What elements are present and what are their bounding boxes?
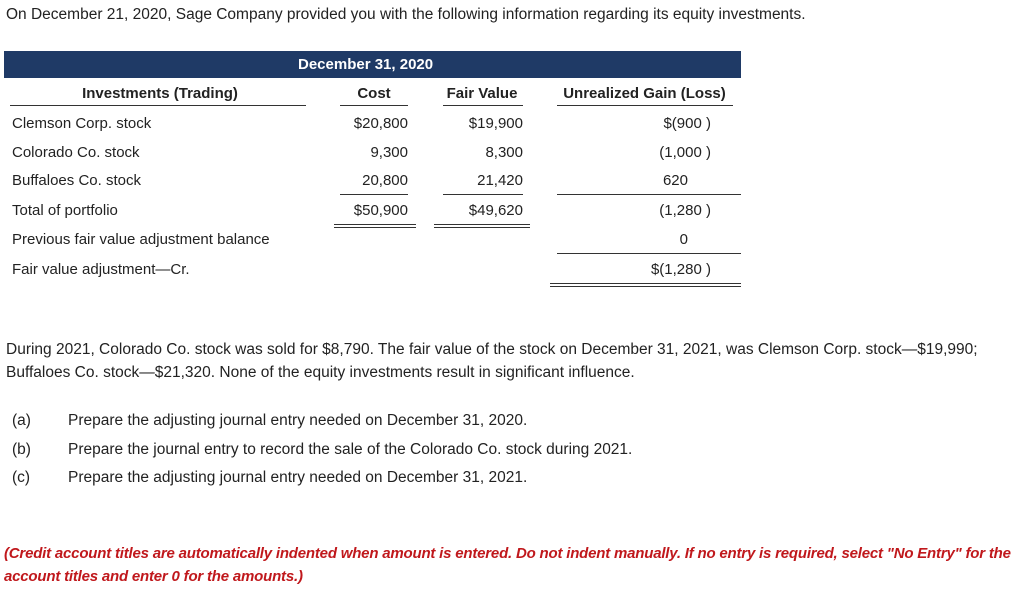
row-label-total: Total of portfolio xyxy=(12,202,118,219)
row-label-previous-adjustment: Previous fair value adjustment balance xyxy=(12,231,270,248)
header-underline-cost xyxy=(340,105,408,106)
column-header-investments: Investments (Trading) xyxy=(82,85,238,102)
row-fair-value-clemson: $19,900 xyxy=(468,115,523,132)
header-underline-gain-loss xyxy=(557,105,733,106)
row-gain-loss-clemson: $(900 ) xyxy=(663,115,711,132)
column-header-fair-value: Fair Value xyxy=(446,85,518,102)
intro-text: On December 21, 2020, Sage Company provided you with the following information regarding its equity investments. xyxy=(6,6,806,23)
requirement-c-letter: (c) xyxy=(12,469,31,486)
row-gain-loss-total: (1,280 ) xyxy=(659,202,711,219)
requirement-a-text: Prepare the adjusting journal entry needed on December 31, 2020. xyxy=(68,412,528,429)
requirement-a-letter: (a) xyxy=(12,412,31,429)
row-label-clemson: Clemson Corp. stock xyxy=(12,115,152,132)
subtotal-rule-fair-value xyxy=(443,194,523,195)
column-header-cost: Cost xyxy=(357,85,391,102)
row-gain-loss-fair-value-adjustment: $(1,280 ) xyxy=(650,261,711,278)
column-header-unrealized-gain-loss: Unrealized Gain (Loss) xyxy=(563,85,726,102)
requirement-b-text: Prepare the journal entry to record the sale of the Colorado Co. stock during 2021. xyxy=(68,441,633,458)
row-gain-loss-buffaloes: 620 xyxy=(662,172,688,189)
period-header-label: December 31, 2020 xyxy=(298,56,434,73)
row-label-buffaloes: Buffaloes Co. stock xyxy=(12,172,141,189)
row-gain-loss-colorado: (1,000 ) xyxy=(659,144,711,161)
problem-paragraph: During 2021, Colorado Co. stock was sold for $8,790. The fair value of the stock on December 31, 2021, was Clemson Corp. stock—$19,990; Buffaloes Co. stock—$21,320. None of the equity investments result in significant influence. xyxy=(6,341,978,381)
row-fair-value-total: $49,620 xyxy=(468,202,523,219)
row-gain-loss-previous-adjustment: 0 xyxy=(679,231,688,248)
adjustment-rule-gain-loss xyxy=(557,253,741,254)
row-fair-value-colorado: 8,300 xyxy=(485,144,523,161)
row-label-fair-value-adjustment: Fair value adjustment—Cr. xyxy=(12,261,190,278)
requirement-c-text: Prepare the adjusting journal entry needed on December 31, 2021. xyxy=(68,469,528,486)
row-cost-buffaloes: 20,800 xyxy=(362,172,408,189)
requirement-b-letter: (b) xyxy=(12,441,31,458)
row-label-colorado: Colorado Co. stock xyxy=(12,144,140,161)
subtotal-rule-cost xyxy=(340,194,408,195)
row-cost-clemson: $20,800 xyxy=(353,115,408,132)
row-cost-colorado: 9,300 xyxy=(370,144,408,161)
header-underline-investments xyxy=(10,105,306,106)
header-underline-fair-value xyxy=(443,105,523,106)
total-double-rule-cost xyxy=(334,224,416,228)
total-double-rule-fair-value xyxy=(434,224,530,228)
instruction-note: (Credit account titles are automatically indented when amount is entered. Do not indent manually. If no entry is required, select "No Entry" for the account titles and enter 0 for the amounts.) xyxy=(4,545,1011,585)
table-period-header xyxy=(4,51,741,78)
final-double-rule-gain-loss xyxy=(550,283,741,287)
subtotal-rule-gain-loss xyxy=(557,194,741,195)
row-cost-total: $50,900 xyxy=(353,202,408,219)
row-fair-value-buffaloes: 21,420 xyxy=(477,172,523,189)
